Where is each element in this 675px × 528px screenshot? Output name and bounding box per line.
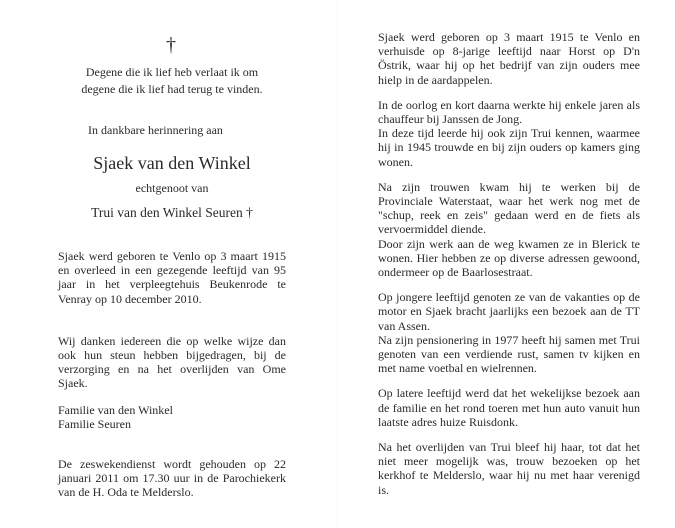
deceased-name: Sjaek van den Winkel <box>93 153 251 173</box>
life-paragraph: In deze tijd leerde hij ook zijn Trui kennen, waarmee hij in 1945 trouwde en bij zijn ouders op kamers ging wonen. <box>378 126 640 169</box>
family-signature: Familie Seuren <box>58 416 131 431</box>
life-paragraph: In de oorlog en kort daarna werkte hij enkele jaren als chauffeur bij Janssen de Jong. <box>378 97 640 127</box>
verse-line: degene die ik lief had terug te vinden. <box>81 82 263 96</box>
service-paragraph: De zeswekendienst wordt gehouden op 22 januari 2011 om 17.30 uur in de Parochiekerk van de H. Oda te Melderslo. <box>58 457 286 500</box>
life-paragraph: Op latere leeftijd werd dat het wekelijkse bezoek aan de familie en het rond toeren met hun auto vanuit hun laatste adres huize Ruisdonk. <box>378 386 640 429</box>
gratitude-paragraph: Wij danken iedereen die op welke wijze dan ook hun steun hebben bijgedragen, bij de verzorging en na het overlijden van Ome Sjaek. <box>58 333 286 391</box>
card-fold <box>336 0 338 528</box>
verse-line: Degene die ik lief heb verlaat ik om <box>85 65 259 79</box>
spouse-name: Trui van den Winkel Seuren † <box>91 205 253 220</box>
bio-paragraph: Sjaek werd geboren te Venlo op 3 maart 1915 en overleed in een gezegende leeftijd van 95 jaar in het verpleegtehuis Beukenrode te Venray op 10 december 2010. <box>58 249 286 306</box>
left-page <box>58 34 286 500</box>
life-paragraph: Na het overlijden van Trui bleef hij haar, tot dat het niet meer mogelijk was, trouw bezoeken op het kerkhof te Melderslo, waar hij nu met haar verenigd is. <box>378 440 640 497</box>
right-page <box>378 30 640 497</box>
remembrance-line: In dankbare herinnering aan <box>88 123 223 137</box>
cross-icon: † <box>166 34 176 56</box>
life-paragraph: Na zijn trouwen kwam hij te werken bij de Provinciale Waterstaat, waar het werk nog met de "schup, reek en zeis" gedaan werd en de fiets als vervoermiddel diende. <box>378 179 640 237</box>
life-paragraph: Na zijn pensionering in 1977 heeft hij samen met Trui genoten van een verdiende rust, samen tv kijken en met name voetbal en wielrennen. <box>378 332 640 376</box>
verse <box>58 64 286 98</box>
life-paragraph: Sjaek werd geboren op 3 maart 1915 te Venlo en verhuisde op 8-jarige leeftijd naar Horst op D'n Östrik, waar hij op het bedrijf van zijn ouders mee hielp in de aardappelen. <box>378 30 640 87</box>
life-paragraph: Op jongere leeftijd genoten ze van de vakanties op de motor en Sjaek bracht jaarlijks een bezoek aan de TT van Assen. <box>378 290 640 333</box>
family-signature: Familie van den Winkel <box>58 402 173 417</box>
relation-label: echtgenoot van <box>135 181 209 195</box>
life-paragraph: Door zijn werk aan de weg kwamen ze in Blerick te wonen. Hier hebben ze op diverse adressen gewoond, ondermeer op de Baarlosestraat. <box>378 236 640 280</box>
